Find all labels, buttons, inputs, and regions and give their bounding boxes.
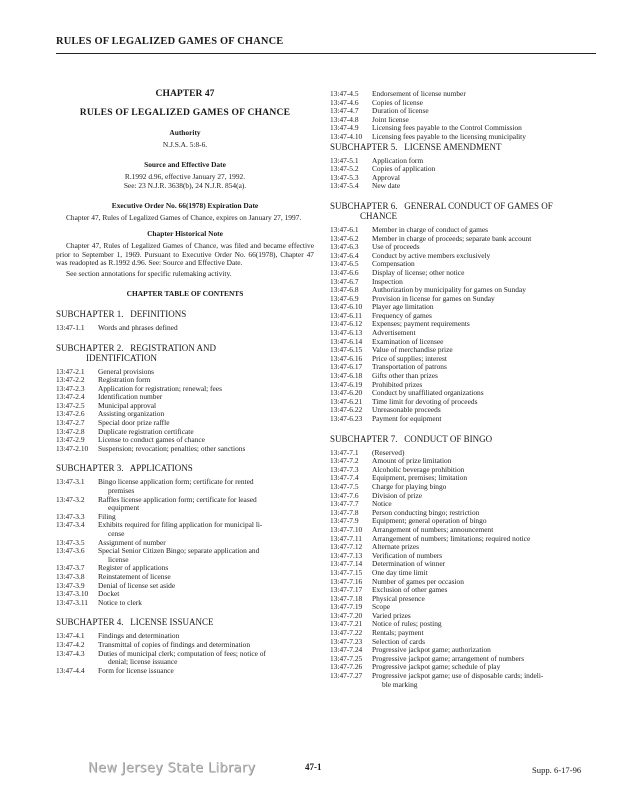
section-number: 13:47-7.9 (330, 516, 359, 526)
section-number: 13:47-6.10 (330, 302, 363, 312)
section-title-text: Copies of license (372, 97, 423, 107)
section-title-text: Notice to clerk (98, 597, 142, 607)
section-number: 13:47-6.1 (330, 224, 359, 234)
section-number: 13:47-6.2 (330, 233, 359, 243)
toc-entry (330, 329, 598, 338)
section-title-text: Verification of numbers (372, 550, 443, 560)
section-title-continuation: license (108, 554, 129, 564)
toc-entry (330, 269, 598, 278)
section-number: 13:47-7.1 (330, 447, 359, 457)
section-number: 13:47-5.2 (330, 164, 359, 174)
section-number: 13:47-7.6 (330, 490, 359, 500)
history-text-2: See section annotations for specific rulemaking activity. (66, 268, 232, 278)
section-number: 13:47-7.4 (330, 473, 359, 483)
section-number: 13:47-4.7 (330, 106, 359, 116)
subchapter-heading-continuation: IDENTIFICATION (86, 352, 157, 363)
section-title-text: Duties of municipal clerk; computation of fees; notice of (98, 648, 266, 658)
section-number: 13:47-3.3 (56, 511, 85, 521)
section-title-text: Docket (98, 589, 120, 599)
section-number: 13:47-6.5 (330, 259, 359, 269)
section-title-text: Charge for playing bingo (372, 481, 447, 491)
section-title-text: Exclusion of other games (372, 585, 448, 595)
section-number: 13:47-7.26 (330, 662, 363, 672)
subchapter-heading-continuation: CHANCE (360, 210, 398, 221)
section-number: 13:47-4.10 (330, 131, 363, 141)
toc-entry (330, 252, 598, 261)
section-title-text: Frequency of games (372, 310, 432, 320)
toc-entry (330, 612, 598, 621)
subchapter-heading (330, 142, 598, 152)
subchapter-heading (56, 617, 314, 627)
continued-entry-list (330, 90, 598, 142)
toc-entry (56, 650, 314, 667)
toc-entry (56, 402, 314, 411)
section-number: 13:47-2.4 (56, 392, 85, 402)
section-number: 13:47-6.12 (330, 319, 363, 329)
section-title-text: Duplicate registration certificate (98, 426, 194, 436)
section-title-text: Conduct by active members exclusively (372, 250, 491, 260)
section-title-text: Player age limitation (372, 302, 434, 312)
section-title-text: Price of supplies; interest (372, 353, 447, 363)
section-title-text: Denial of license set aside (98, 580, 176, 590)
section-title-text: Use of proceeds (372, 242, 420, 252)
subchapter-heading-line: SUBCHAPTER 2. REGISTRATION AND (56, 342, 217, 353)
subchapter-heading (56, 463, 314, 473)
section-number: 13:47-5.1 (330, 155, 359, 165)
subchapter-heading (330, 201, 598, 221)
section-title-text: Exhibits required for filing application for municipal li- (98, 520, 263, 530)
section-number: 13:47-7.20 (330, 610, 363, 620)
section-title-text: (Reserved) (372, 447, 405, 457)
section-number: 13:47-7.21 (330, 619, 363, 629)
subchapter-heading-line: SUBCHAPTER 1. DEFINITIONS (56, 308, 187, 319)
toc-entry (330, 552, 598, 561)
section-title (372, 133, 598, 142)
section-number: 13:47-7.13 (330, 550, 363, 560)
section-number: 13:47-7.24 (330, 645, 363, 655)
section-number: 13:47-6.14 (330, 336, 363, 346)
section-title-text: Application for registration; renewal; fees (98, 383, 222, 393)
section-title-text: Equipment, premises; limitation (372, 473, 468, 483)
section-title-text: Scope (372, 602, 391, 612)
toc-entry (330, 586, 598, 595)
toc-entry (56, 496, 314, 513)
section-number: 13:47-7.27 (330, 671, 363, 681)
toc-entry (330, 157, 598, 166)
toc-entry (330, 338, 598, 347)
section-title-text: Progressive jackpot game; authorization (372, 645, 491, 655)
section-title-text: Compensation (372, 259, 415, 269)
section-title-text: Alternate prizes (372, 542, 419, 552)
section-title-text: Raffles license application form; certificate for leased (98, 494, 257, 504)
subchapter-heading (330, 434, 598, 444)
section-number: 13:47-4.4 (56, 665, 85, 675)
section-number: 13:47-2.10 (56, 443, 89, 453)
section-title-text: Application form (372, 155, 424, 165)
section-title (98, 599, 314, 608)
section-title-text: Copies of application (372, 164, 436, 174)
page-number: 47-1 (305, 762, 322, 772)
section-title-text: Division of prize (372, 490, 423, 500)
toc-entry (330, 483, 598, 492)
toc-entry (330, 320, 598, 329)
section-number: 13:47-7.25 (330, 653, 363, 663)
section-number: 13:47-3.8 (56, 571, 85, 581)
section-number: 13:47-6.22 (330, 405, 363, 415)
section-title-text: Selection of cards (372, 636, 425, 646)
section-number: 13:47-7.11 (330, 533, 362, 543)
section-title (372, 415, 598, 424)
section-title (98, 547, 314, 564)
section-title (372, 182, 598, 191)
toc-entry (330, 363, 598, 372)
subchapter-heading-line: SUBCHAPTER 7. CONDUCT OF BINGO (330, 433, 493, 444)
toc-entry (56, 324, 314, 333)
section-number: 13:47-7.3 (330, 464, 359, 474)
section-title (98, 521, 314, 538)
toc-heading: CHAPTER TABLE OF CONTENTS (126, 289, 244, 299)
section-title (372, 595, 598, 604)
section-number: 13:47-6.18 (330, 371, 363, 381)
section-title-text: Unreasonable proceeds (372, 405, 441, 415)
section-title (98, 478, 314, 495)
section-title-text: Joint license (372, 114, 409, 124)
section-number: 13:47-5.3 (330, 172, 359, 182)
toc-entry (330, 620, 598, 629)
section-title-text: Progressive jackpot game; schedule of play (372, 662, 501, 672)
section-title-text: Determination of winner (372, 559, 446, 569)
section-title-text: Registration form (98, 375, 151, 385)
toc-entry (330, 492, 598, 501)
section-number: 13:47-2.3 (56, 383, 85, 393)
section-number: 13:47-3.4 (56, 520, 85, 530)
section-title-text: Member in charge of proceeds; separate bank account (372, 233, 532, 243)
left-subchapter-list (56, 309, 314, 675)
running-head: RULES OF LEGALIZED GAMES OF CHANCE (56, 36, 284, 47)
section-number: 13:47-2.5 (56, 400, 85, 410)
section-title-text: Assignment of number (98, 537, 166, 547)
section-number: 13:47-7.17 (330, 585, 363, 595)
section-number: 13:47-2.7 (56, 418, 85, 428)
toc-entry (330, 182, 598, 191)
section-number: 13:47-7.19 (330, 602, 363, 612)
section-number: 13:47-3.11 (56, 597, 88, 607)
section-title-text: Amount of prize limitation (372, 456, 452, 466)
section-title-text: One day time limit (372, 567, 428, 577)
authority-text: N.J.S.A. 5:8-6. (162, 139, 208, 149)
section-title-text: General provisions (98, 366, 155, 376)
section-number: 13:47-6.13 (330, 328, 363, 338)
chapter-title: RULES OF LEGALIZED GAMES OF CHANCE (79, 106, 291, 118)
toc-entry (56, 521, 314, 538)
section-number: 13:47-4.2 (56, 639, 85, 649)
subchapter-heading (56, 309, 314, 319)
toc-entry (330, 165, 598, 174)
section-number: 13:47-7.23 (330, 636, 363, 646)
section-title-text: Equipment; general operation of bingo (372, 516, 487, 526)
history-heading: Chapter Historical Note (147, 229, 223, 239)
section-number: 13:47-7.12 (330, 542, 363, 552)
authority-heading: Authority (169, 128, 201, 138)
section-title-text: Transmittal of copies of findings and determination (98, 639, 251, 649)
library-watermark: New Jersey State Library (88, 761, 256, 776)
section-number: 13:47-2.6 (56, 409, 85, 419)
toc-entry (330, 406, 598, 415)
section-number: 13:47-4.9 (330, 123, 359, 133)
section-title-text: Suspension; revocation; penalties; other sanctions (98, 443, 246, 453)
section-title-text: New date (372, 181, 401, 191)
toc-entry (330, 449, 598, 458)
section-number: 13:47-3.9 (56, 580, 85, 590)
toc-entry (56, 368, 314, 377)
section-number: 13:47-4.6 (330, 97, 359, 107)
toc-entry (330, 295, 598, 304)
section-number: 13:47-6.20 (330, 388, 363, 398)
toc-entry (330, 99, 598, 108)
section-title-text: Assisting organization (98, 409, 165, 419)
source-heading: Source and Effective Date (144, 160, 226, 170)
section-number: 13:47-1.1 (56, 322, 85, 332)
subchapter-heading-line: SUBCHAPTER 6. GENERAL CONDUCT OF GAMES OF (330, 200, 553, 211)
toc-entry (56, 547, 314, 564)
section-title-text: Authorization by municipality for games on Sunday (372, 285, 526, 295)
toc-entry (330, 90, 598, 99)
section-title-text: Advertisement (372, 328, 416, 338)
section-number: 13:47-3.7 (56, 563, 85, 573)
section-title-text: Alcoholic beverage prohibition (372, 464, 465, 474)
header-rule (56, 53, 596, 54)
section-title-text: Number of games per occasion (372, 576, 464, 586)
source-line-2: See: 23 N.J.R. 3638(b), 24 N.J.R. 854(a). (123, 180, 247, 190)
section-title-text: Examination of licensee (372, 336, 444, 346)
toc-entry (56, 582, 314, 591)
section-title-text: Words and phrases defined (98, 322, 178, 332)
toc-entry (330, 355, 598, 364)
section-title-text: Licensing fees payable to the Control Commission (372, 123, 522, 133)
section-title-continuation: premises (108, 486, 135, 496)
toc-entry (330, 398, 598, 407)
toc-entry (330, 415, 598, 424)
source-line-1: R.1992 d.96, effective January 27, 1992. (124, 171, 246, 181)
section-title-text: Arrangement of numbers; limitations; required notice (372, 533, 531, 543)
toc-entry (56, 599, 314, 608)
toc-entry (56, 590, 314, 599)
section-title-continuation: equipment (108, 503, 140, 513)
section-title (372, 174, 598, 183)
section-number: 13:47-3.6 (56, 546, 85, 556)
section-title-text: Progressive jackpot game; use of disposable cards; indeli- (372, 671, 544, 681)
section-title-text: Special Senior Citizen Bingo; separate application and (98, 546, 260, 556)
section-title-text: Progressive jackpot game; arrangement of numbers (372, 653, 525, 663)
section-number: 13:47-3.10 (56, 589, 89, 599)
section-number: 13:47-7.7 (330, 499, 359, 509)
section-title-continuation: denial; license issuance (108, 657, 178, 667)
section-number: 13:47-6.3 (330, 242, 359, 252)
section-number: 13:47-4.8 (330, 114, 359, 124)
section-number: 13:47-3.5 (56, 537, 85, 547)
right-column (330, 90, 598, 689)
section-title-text: Physical presence (372, 593, 425, 603)
toc-entry (330, 535, 598, 544)
toc-entry (56, 445, 314, 454)
toc-entry (56, 393, 314, 402)
section-title (372, 672, 598, 689)
toc-entry (330, 174, 598, 183)
section-number: 13:47-5.4 (330, 181, 359, 191)
section-title-text: Display of license; other notice (372, 267, 465, 277)
section-title (372, 492, 598, 501)
section-number: 13:47-6.11 (330, 310, 362, 320)
section-title (372, 269, 598, 278)
section-title-text: Form for license issuance (98, 665, 174, 675)
section-title (98, 445, 314, 454)
section-number: 13:47-7.15 (330, 567, 363, 577)
section-title-text: Register of applications (98, 563, 169, 573)
section-title (98, 650, 314, 667)
section-number: 13:47-6.4 (330, 250, 359, 260)
toc-entry (56, 564, 314, 573)
section-title-text: Rentals; payment (372, 628, 424, 638)
section-number: 13:47-6.8 (330, 285, 359, 295)
section-title-continuation: ble marking (382, 679, 418, 689)
section-title-text: Time limit for devoting of proceeds (372, 396, 478, 406)
section-title-text: Filing (98, 511, 116, 521)
section-title-continuation: cense (108, 529, 125, 538)
subchapter-heading-line: SUBCHAPTER 5. LICENSE AMENDMENT (330, 141, 502, 152)
section-title (98, 582, 314, 591)
section-title-text: Notice (372, 499, 392, 509)
section-number: 13:47-3.2 (56, 494, 85, 504)
section-title-text: Bingo license application form; certificate for rented (98, 477, 254, 487)
section-title-text: Varied prizes (372, 610, 411, 620)
section-number: 13:47-7.18 (330, 593, 363, 603)
subchapter-heading-line: SUBCHAPTER 4. LICENSE ISSUANCE (56, 617, 214, 628)
section-title (372, 165, 598, 174)
section-title-text: Approval (372, 172, 400, 182)
section-number: 13:47-6.19 (330, 379, 363, 389)
section-number: 13:47-7.14 (330, 559, 363, 569)
section-title-text: Reinstatement of license (98, 571, 171, 581)
section-number: 13:47-7.2 (330, 456, 359, 466)
toc-entry (56, 385, 314, 394)
toc-entry (330, 569, 598, 578)
section-number: 13:47-4.1 (56, 631, 85, 641)
section-title-text: Prohibited prizes (372, 379, 423, 389)
section-title-text: Conduct by unaffiliated organizations (372, 388, 484, 398)
section-title-text: Endorsement of license number (372, 89, 466, 98)
section-number: 13:47-7.5 (330, 481, 359, 491)
toc-entry (330, 595, 598, 604)
section-title-text: Inspection (372, 276, 403, 286)
section-number: 13:47-7.8 (330, 507, 359, 517)
section-number: 13:47-2.9 (56, 435, 85, 445)
right-subchapter-list (330, 142, 598, 690)
toc-entry (330, 346, 598, 355)
toc-entry (330, 474, 598, 483)
toc-entry (330, 133, 598, 142)
exec-order-text: Chapter 47, Rules of Legalized Games of Chance, expires on January 27, 1997. (66, 212, 302, 222)
toc-entry (330, 578, 598, 587)
section-number: 13:47-3.1 (56, 477, 85, 487)
toc-entry (330, 560, 598, 569)
subchapter-heading (56, 343, 314, 363)
section-title-text: Municipal approval (98, 400, 157, 410)
toc-entry (330, 107, 598, 116)
section-number: 13:47-2.2 (56, 375, 85, 385)
section-number: 13:47-6.16 (330, 353, 363, 363)
chapter-number: CHAPTER 47 (155, 88, 215, 99)
toc-entry (330, 235, 598, 244)
subchapter-heading-line: SUBCHAPTER 3. APPLICATIONS (56, 463, 193, 474)
section-title-text: Findings and determination (98, 631, 180, 641)
section-number: 13:47-6.15 (330, 345, 363, 355)
section-number: 13:47-6.21 (330, 396, 363, 406)
toc-entry (330, 372, 598, 381)
section-number: 13:47-4.5 (330, 89, 359, 98)
section-number: 13:47-2.1 (56, 366, 85, 376)
section-title-text: Value of merchandise prize (372, 345, 453, 355)
section-number: 13:47-7.16 (330, 576, 363, 586)
section-number: 13:47-6.9 (330, 293, 359, 303)
toc-entry (330, 629, 598, 638)
section-title-text: Notice of rules; posting (372, 619, 442, 629)
toc-entry (56, 573, 314, 582)
toc-entry (330, 543, 598, 552)
section-title-text: Expenses; payment requirements (372, 319, 470, 329)
section-title-text: Payment for equipment (372, 414, 442, 423)
section-title-text: Licensing fees payable to the licensing municipality (372, 131, 526, 141)
history-text: Chapter 47, Rules of Legalized Games of Chance, was filed and became effective prior to September 1, 1969. Pursuant to Executive Order No. 66(1978), Chapter 47 was readopted as R.1992 d.96. See: Source and Effective Date. (56, 240, 314, 268)
section-title (98, 667, 314, 676)
section-number: 13:47-4.3 (56, 648, 85, 658)
toc-entry (56, 478, 314, 495)
toc-entry (56, 410, 314, 419)
section-number: 13:47-6.17 (330, 362, 363, 372)
section-title (98, 496, 314, 513)
section-title-text: Duration of license (372, 106, 429, 116)
section-number: 13:47-6.7 (330, 276, 359, 286)
section-title-text: License to conduct games of chance (98, 435, 205, 445)
toc-entry (56, 667, 314, 676)
exec-order-heading: Executive Order No. 66(1978) Expiration Date (111, 201, 259, 211)
section-title-text: Member in charge of conduct of games (372, 224, 489, 234)
section-title-text: Arrangement of numbers; announcement (372, 524, 494, 534)
section-title-text: Person conducting bingo; restriction (372, 507, 480, 517)
section-title-text: Identification number (98, 392, 163, 402)
section-number: 13:47-6.23 (330, 414, 363, 423)
section-number: 13:47-7.22 (330, 628, 363, 638)
section-title-text: Provision in license for games on Sunday (372, 293, 495, 303)
section-title-text: Special door prize raffle (98, 418, 170, 428)
toc-entry (330, 672, 598, 689)
section-title-text: Transportation of patrons (372, 362, 447, 372)
left-column (56, 90, 314, 675)
section-number: 13:47-6.6 (330, 267, 359, 277)
toc-entry (330, 303, 598, 312)
section-title-text: Gifts other than prizes (372, 371, 438, 381)
supplement-date: Supp. 6-17-96 (532, 765, 582, 775)
section-number: 13:47-2.8 (56, 426, 85, 436)
section-title (98, 324, 314, 333)
toc-entry (330, 603, 598, 612)
section-number: 13:47-7.10 (330, 524, 363, 534)
